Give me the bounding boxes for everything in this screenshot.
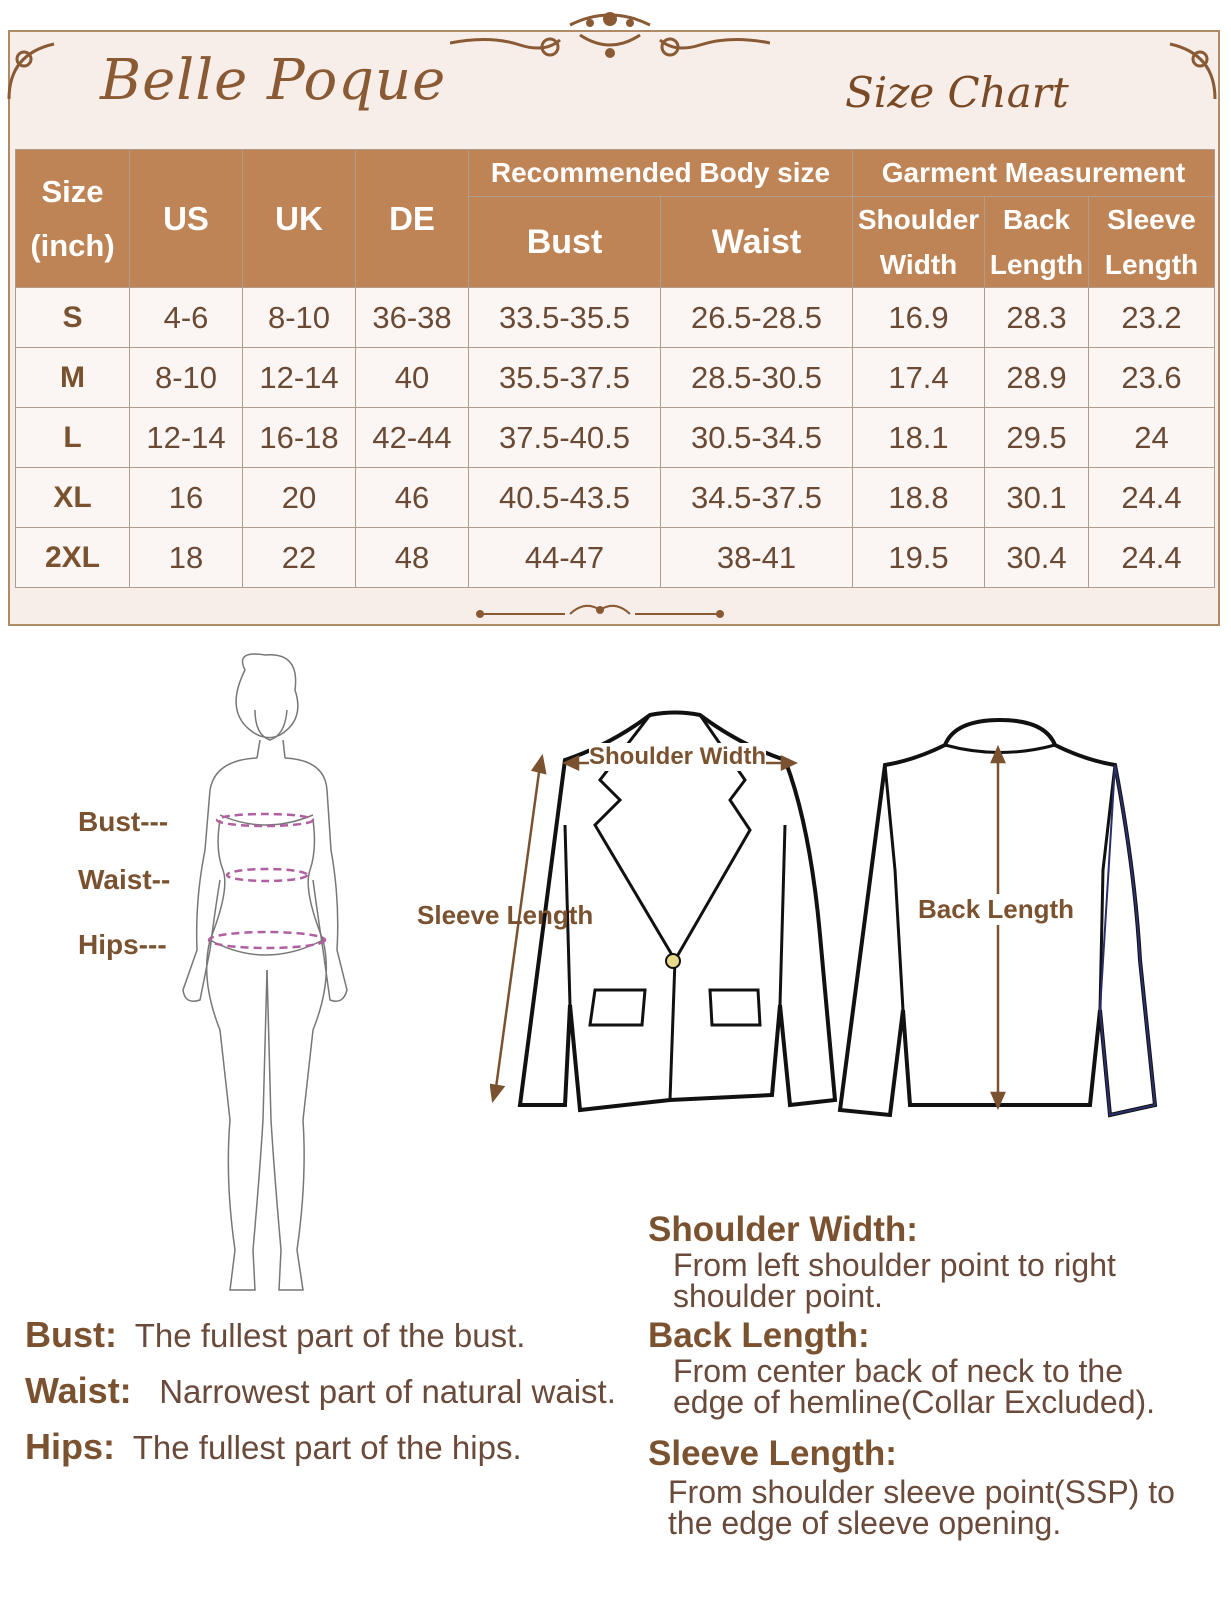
top-right-ornament — [1160, 34, 1220, 104]
gdef-back-text: From center back of neck to the edge of hemline(Collar Excluded). — [673, 1353, 1156, 1420]
header-size: Size (inch) — [16, 150, 130, 288]
cell-sleeve: 23.6 — [1089, 348, 1215, 408]
cell-uk: 22 — [243, 528, 356, 588]
cell-bust: 44-47 — [469, 528, 661, 588]
cell-bust: 37.5-40.5 — [469, 408, 661, 468]
jacket-label-sleeve: Sleeve Length — [417, 900, 594, 930]
cell-us: 8-10 — [130, 348, 243, 408]
top-center-ornament — [450, 5, 770, 75]
body-figure — [175, 650, 355, 1295]
cell-size: M — [16, 348, 130, 408]
cell-back: 30.1 — [985, 468, 1089, 528]
table-row — [16, 408, 1215, 468]
cell-sleeve: 24 — [1089, 408, 1215, 468]
cell-de: 40 — [356, 348, 469, 408]
brand-logo: Belle Poque — [100, 48, 447, 113]
cell-bust: 33.5-35.5 — [469, 288, 661, 348]
cell-de: 48 — [356, 528, 469, 588]
cell-size: L — [16, 408, 130, 468]
cell-size: 2XL — [16, 528, 130, 588]
cell-uk: 20 — [243, 468, 356, 528]
cell-uk: 16-18 — [243, 408, 356, 468]
cell-waist: 34.5-37.5 — [661, 468, 853, 528]
cell-back: 30.4 — [985, 528, 1089, 588]
table-row — [16, 288, 1215, 348]
header-bust: Bust — [469, 197, 661, 288]
cell-sleeve: 24.4 — [1089, 528, 1215, 588]
cell-de: 42-44 — [356, 408, 469, 468]
cell-waist: 28.5-30.5 — [661, 348, 853, 408]
header-us: US — [130, 150, 243, 288]
gdef-sleeve-text: From shoulder sleeve point(SSP) to the edge of sleeve opening. — [668, 1474, 1175, 1541]
cell-back: 29.5 — [985, 408, 1089, 468]
cell-bust: 35.5-37.5 — [469, 348, 661, 408]
cell-de: 36-38 — [356, 288, 469, 348]
bottom-center-ornament — [470, 596, 730, 628]
cell-us: 16 — [130, 468, 243, 528]
cell-uk: 8-10 — [243, 288, 356, 348]
cell-shoulder: 16.9 — [853, 288, 985, 348]
cell-shoulder: 17.4 — [853, 348, 985, 408]
table-row — [16, 468, 1215, 528]
jacket-label-shoulder: Shoulder Width — [589, 743, 767, 770]
def-hips: Hips: The fullest part of the hips. — [25, 1426, 522, 1467]
gdef-shoulder-title: Shoulder Width: — [648, 1210, 918, 1249]
cell-size: S — [16, 288, 130, 348]
cell-shoulder: 18.8 — [853, 468, 985, 528]
cell-waist: 30.5-34.5 — [661, 408, 853, 468]
cell-uk: 12-14 — [243, 348, 356, 408]
cell-size: XL — [16, 468, 130, 528]
def-bust: Bust: The fullest part of the bust. — [25, 1314, 526, 1355]
chart-title: Size Chart — [845, 68, 1069, 117]
table-body — [16, 288, 1215, 588]
cell-us: 4-6 — [130, 288, 243, 348]
cell-waist: 38-41 — [661, 528, 853, 588]
table-row — [16, 348, 1215, 408]
header-shoulder-width: Shoulder Width — [853, 197, 985, 288]
cell-de: 46 — [356, 468, 469, 528]
cell-shoulder: 18.1 — [853, 408, 985, 468]
header-body-group: Recommended Body size — [469, 150, 853, 197]
header-waist: Waist — [661, 197, 853, 288]
gdef-sleeve-title: Sleeve Length: — [648, 1434, 897, 1473]
size-table — [15, 149, 1215, 588]
gdef-shoulder-text: From left shoulder point to right shoulder point. — [673, 1247, 1116, 1314]
header-uk: UK — [243, 150, 356, 288]
header-sleeve-length: Sleeve Length — [1089, 197, 1215, 288]
gdef-back-title: Back Length: — [648, 1316, 870, 1355]
cell-sleeve: 24.4 — [1089, 468, 1215, 528]
body-label-waist: Waist-- — [78, 864, 171, 895]
table-row — [16, 528, 1215, 588]
jacket-label-back: Back Length — [918, 894, 1075, 924]
cell-us: 18 — [130, 528, 243, 588]
cell-us: 12-14 — [130, 408, 243, 468]
cell-sleeve: 23.2 — [1089, 288, 1215, 348]
header-back-length: Back Length — [985, 197, 1089, 288]
header-de: DE — [356, 150, 469, 288]
body-label-hips: Hips--- — [78, 929, 167, 960]
def-waist: Waist: Narrowest part of natural waist. — [25, 1370, 616, 1411]
cell-back: 28.3 — [985, 288, 1089, 348]
top-left-ornament — [4, 34, 64, 104]
cell-waist: 26.5-28.5 — [661, 288, 853, 348]
header-garment-group: Garment Measurement — [853, 150, 1215, 197]
body-label-bust: Bust--- — [78, 806, 169, 837]
cell-shoulder: 19.5 — [853, 528, 985, 588]
cell-back: 28.9 — [985, 348, 1089, 408]
cell-bust: 40.5-43.5 — [469, 468, 661, 528]
